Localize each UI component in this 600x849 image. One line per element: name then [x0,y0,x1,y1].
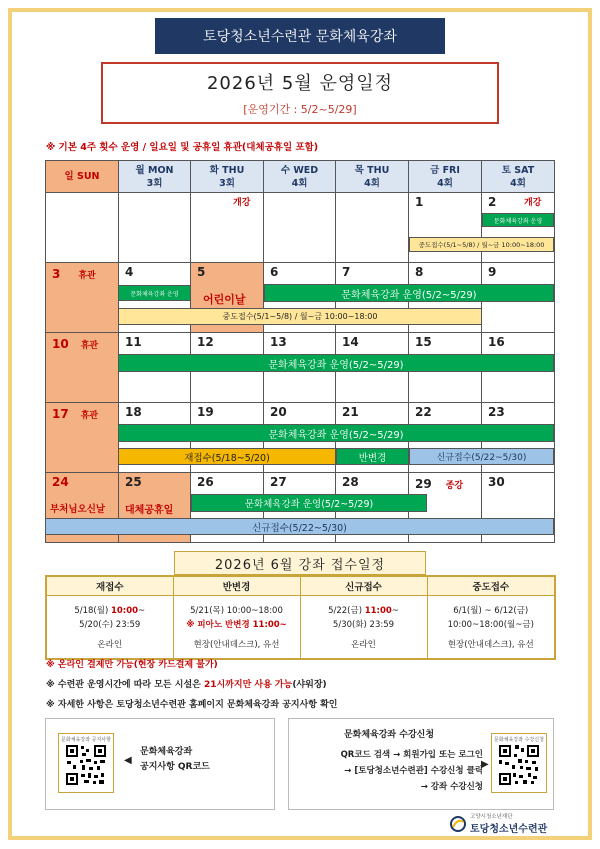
day-number: 11 [125,335,142,349]
day-number: 5 [197,265,206,279]
day-cell-empty [264,193,336,263]
day-cell-empty [46,193,119,263]
logo-text: 고양시청소년재단 토당청소년수련관 [470,814,548,835]
registration-method: 온라인 [46,638,173,659]
week2-mon-operation-bar: 문화체육강좌 운영 [118,285,191,301]
apply-qr-box [288,718,554,810]
apply-title: 문화체육강좌 수강신청 [343,730,435,740]
registration-method: 현장(안내데스크), 유선 [173,638,300,659]
day-cell-empty [191,193,264,263]
day-number: 22 [415,405,432,419]
day-cell-1 [409,193,482,263]
foundation-logo-icon [450,816,466,832]
closed-label: 휴관 [80,341,99,351]
day-number: 10 [52,337,69,351]
day-number: 26 [197,475,214,489]
day-number: 25 [125,475,142,489]
day-number: 24 [52,475,69,489]
day-number: 23 [488,405,505,419]
header-banner: 토당청소년수련관 문화체육강좌 [155,18,445,54]
registration-dates-row [46,595,555,638]
header-wed: 수 WED 4회 [264,161,336,193]
registration-header: 중도접수 [427,576,555,595]
header-thu: 목 THU 4회 [336,161,409,193]
operation-period: [운영기간 : 5/2~5/29] [243,103,357,116]
june-registration-title: 2026년 6월 강좌 접수일정 [174,551,426,575]
day-number: 16 [488,335,505,349]
apply-qr-code[interactable]: 문화체육강좌 수강신청 [491,733,547,793]
day-cell-2 [482,193,555,263]
day-number: 29 [415,477,432,491]
calendar-week-1 [46,193,555,263]
left-arrow-icon: ◀ [124,755,132,766]
notice-top: ※ 기본 4주 횟수 운영 / 일요일 및 공휴일 휴관(대체공휴일 포함) [46,142,319,153]
day-number: 9 [488,265,497,279]
day-cell-empty [119,193,191,263]
week3-operation-bar: 문화체육강좌 운영(5/2~5/29) [118,354,554,372]
header-tue: 화 THU 3회 [191,161,264,193]
footer-logo [450,812,547,835]
day-number: 15 [415,335,432,349]
registration-header-row [46,576,555,595]
rereg-dates: 5/18(월) 10:00~ 5/20(수) 23:59 [46,595,173,638]
day-number: 3 [52,267,61,281]
registration-header: 재접수 [46,576,173,595]
day-number: 17 [52,407,69,421]
day-number: 1 [415,195,424,209]
buddha-day-label: 부처님오신날 [50,504,106,515]
calendar-header-row [46,161,555,193]
qr-icon [64,743,108,787]
midreg-dates: 6/1(월) ~ 6/12(금) 10:00~18:00(월~금) [427,595,555,638]
week4-new-registration-bar: 신규접수(5/22~5/30) [409,448,554,465]
header-mon: 월 MON 3회 [119,161,191,193]
notice-qr-box [45,718,275,810]
notice-qr-code[interactable]: 문화체육강좌 공지사항 [58,733,114,793]
day-number: 2 [488,195,497,209]
registration-method: 온라인 [300,638,427,659]
header-sun: 일 SUN [46,161,119,193]
week4-class-change-bar: 반변경 [336,448,409,465]
registration-header: 신규접수 [300,576,427,595]
childrens-day-label: 어린이날 [203,293,246,306]
note-homepage: ※ 자세한 사항은 토당청소년수련관 홈페이지 문화체육강좌 공지사항 확인 [46,700,338,710]
week2-operation-bar: 문화체육강좌 운영(5/2~5/29) [264,284,554,302]
closed-label: 휴관 [80,411,99,421]
change-dates: 5/21(목) 10:00~18:00 ※ 피아노 반변경 11:00~ [173,595,300,638]
closed-label: 휴관 [78,271,96,281]
notice-qr-text: 문화체육강좌 공지사항 QR코드 [140,747,210,772]
june-registration-table [45,575,556,660]
day-number: 20 [270,405,287,419]
day-number: 27 [270,475,287,489]
registration-header: 반변경 [173,576,300,595]
day-number: 21 [342,405,359,419]
day-number: 18 [125,405,142,419]
day-number: 28 [342,475,359,489]
registration-method: 현장(안내데스크), 유선 [427,638,555,659]
week4-operation-bar: 문화체육강좌 운영(5/2~5/29) [118,424,554,442]
day-number: 12 [197,335,214,349]
qr-icon [497,743,541,787]
newreg-dates: 5/22(금) 11:00~ 5/30(화) 23:59 [300,595,427,638]
header-sat: 토 SAT 4회 [482,161,555,193]
week1-midterm-registration-bar: 중도접수(5/1~5/8) / 월~금 10:00~18:00 [409,237,554,252]
may-calendar [45,160,555,543]
note-payment: ※ 온라인 결제만 가능(현장 카드결제 불가) [46,660,218,670]
day-cell-3 [46,263,119,333]
week5-operation-bar: 문화체육강좌 운영(5/2~5/29) [191,494,427,512]
day-cell-empty [336,193,409,263]
week1-operation-bar: 문화체육강좌 운영 [482,213,554,227]
day-number: 8 [415,265,424,279]
week2-midterm-registration-bar: 중도접수(5/1~5/8) / 월~금 10:00~18:00 [118,308,482,325]
end-label: 종강 [445,481,464,491]
header-fri: 금 FRI 4회 [409,161,482,193]
day-number: 4 [125,265,134,279]
week5-new-registration-bar: 신규접수(5/22~5/30) [45,518,554,535]
day-number: 6 [270,265,279,279]
schedule-title: 2026년 5월 운영일정 [206,73,394,94]
right-arrow-icon: ▶ [481,759,489,770]
note-hours: ※ 수련관 운영시간에 따라 모든 시설은 21시까지만 사용 가능(샤워장) [46,680,327,690]
day-number: 30 [488,475,505,489]
day-number: 7 [342,265,351,279]
apply-steps: QR코드 검색 → 회원가입 또는 로그인 → [토당청소년수련관] 수강신청 클릭 → 강좌 수강신청 [340,750,483,792]
open-label-sat: 개강 [524,198,542,208]
week4-reregistration-bar: 재접수(5/18~5/20) [118,448,336,465]
substitute-holiday-label: 대체공휴일 [125,505,174,516]
notes-section [46,655,338,715]
day-number: 14 [342,335,359,349]
schedule-title-box [101,62,499,124]
day-number: 13 [270,335,287,349]
day-cell-17 [46,403,119,473]
day-cell-10 [46,333,119,403]
day-number: 19 [197,405,214,419]
open-label: 개강 [233,198,251,208]
